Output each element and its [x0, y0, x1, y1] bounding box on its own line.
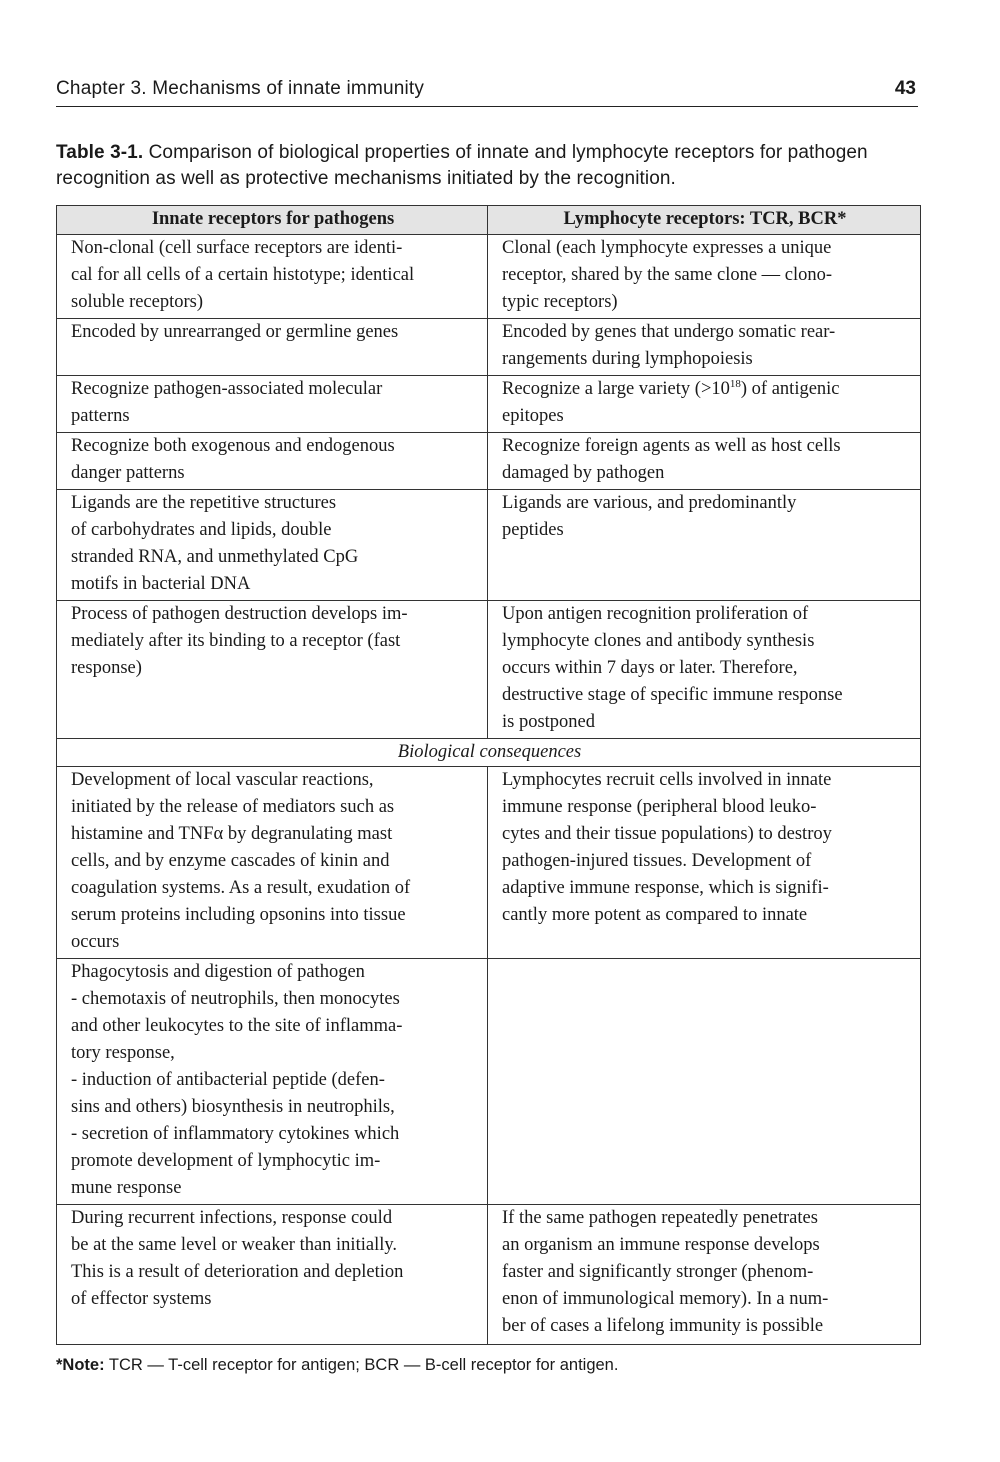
- cell-lymphocyte: [488, 319, 921, 376]
- cell-text: Encoded by genes that undergo somatic rear- rangements during lymphopoiesis: [502, 322, 836, 369]
- table-row: [57, 601, 921, 739]
- note-text: TCR — T-cell receptor for antigen; BCR — B-cell receptor for antigen.: [104, 1356, 619, 1374]
- chapter-title: Chapter 3. Mechanisms of innate immunity: [56, 78, 425, 99]
- cell-lymphocyte: [488, 767, 921, 959]
- cell-lymphocyte: [488, 490, 921, 601]
- variety-text: Recognize a large variety (>10: [502, 379, 730, 399]
- cell-text: Upon antigen recognition proliferation of lymphocyte clones and antibody synthesis occurs within 7 days or later. Therefore, destructive stage of specific immune response is postponed: [502, 604, 843, 732]
- table-note: [56, 1356, 618, 1375]
- header-lymphocyte: Lymphocyte receptors: TCR, BCR*: [488, 206, 921, 235]
- cell-text: Clonal (each lymphocyte expresses a unique receptor, shared by the same clone — clono- typic receptors): [502, 238, 833, 312]
- cell-innate: [57, 433, 488, 490]
- cell-text: Ligands are the repetitive structures of carbohydrates and lipids, double stranded RNA, and unmethylated CpG motifs in bacterial DNA: [71, 493, 359, 594]
- cell-text: Process of pathogen destruction develops im- mediately after its binding to a receptor (fast response): [71, 604, 408, 678]
- table-row: [57, 959, 921, 1205]
- cell-innate: [57, 1205, 488, 1345]
- header-innate: Innate receptors for pathogens: [57, 206, 488, 235]
- cell-text: [502, 376, 908, 430]
- exponent: 18: [729, 377, 741, 390]
- cell-lymphocyte: [488, 601, 921, 739]
- cell-innate: [57, 959, 488, 1205]
- table-caption: [56, 140, 922, 192]
- table-header-row: [57, 206, 921, 235]
- cell-lymphocyte: [488, 959, 921, 1205]
- epitopes-text: ) of antigenic epitopes: [502, 379, 840, 426]
- page-header: [56, 76, 918, 107]
- table-row: [57, 319, 921, 376]
- caption-label: Table 3-1.: [56, 142, 144, 163]
- cell-innate: [57, 601, 488, 739]
- table-row: [57, 235, 921, 319]
- cell-text: Lymphocytes recruit cells involved in innate immune response (peripheral blood leuko- cytes and their tissue populations) to destroy pathogen-injured tissues. Development of adaptive immune response, which is signifi- cantly more potent as compared to innate: [502, 770, 832, 925]
- cell-text: Recognize both exogenous and endogenous danger patterns: [71, 436, 395, 483]
- note-label: *Note:: [56, 1356, 105, 1374]
- table-row: [57, 433, 921, 490]
- table-row: [57, 1205, 921, 1345]
- section-title: Biological consequences: [57, 739, 921, 767]
- cell-lymphocyte: [488, 433, 921, 490]
- cell-innate: [57, 767, 488, 959]
- cell-text: Development of local vascular reactions, initiated by the release of mediators such as histamine and TNFα by degranulating mast cells, and by enzyme cascades of kinin and coagulation systems. As a result, exudation of serum proteins including opsonins into tissue occurs: [71, 770, 411, 952]
- cell-text: Phagocytosis and digestion of pathogen - chemotaxis of neutrophils, then monocytes and other leukocytes to the site of inflamma- tory response, - induction of antibacterial peptide (defen- sins and others) biosynthesis in neutrophils, - secretion of inflammatory cytokines which promote development of lymphocytic im- mune response: [71, 962, 403, 1198]
- cell-text: Recognize foreign agents as well as host cells damaged by pathogen: [502, 436, 841, 483]
- table-row: [57, 376, 921, 433]
- cell-text: Ligands are various, and predominantly peptides: [502, 493, 797, 540]
- cell-text: If the same pathogen repeatedly penetrates an organism an immune response develops faster and significantly stronger (phenom- enon of immunological memory). In a num- ber of cases a lifelong immunity is possible: [502, 1208, 829, 1336]
- caption-text: Comparison of biological properties of innate and lymphocyte receptors for pathogen recognition as well as protective mechanisms initiated by the recognition.: [56, 142, 868, 189]
- cell-text: Non-clonal (cell surface receptors are identi- cal for all cells of a certain histotype; identical soluble receptors): [71, 238, 415, 312]
- cell-text: Recognize pathogen-associated molecular patterns: [71, 379, 383, 426]
- cell-text: Encoded by unrearranged or germline genes: [71, 322, 399, 342]
- cell-innate: [57, 235, 488, 319]
- comparison-table: [56, 205, 921, 1345]
- cell-innate: [57, 319, 488, 376]
- cell-innate: [57, 376, 488, 433]
- cell-innate: [57, 490, 488, 601]
- cell-lymphocyte: [488, 235, 921, 319]
- page-number: 43: [894, 78, 916, 99]
- table-row: [57, 767, 921, 959]
- cell-lymphocyte: [488, 1205, 921, 1345]
- section-row: [57, 739, 921, 767]
- cell-lymphocyte: [488, 376, 921, 433]
- cell-text: During recurrent infections, response could be at the same level or weaker than initially. This is a result of deterioration and depletion of effector systems: [71, 1208, 404, 1309]
- table-row: [57, 490, 921, 601]
